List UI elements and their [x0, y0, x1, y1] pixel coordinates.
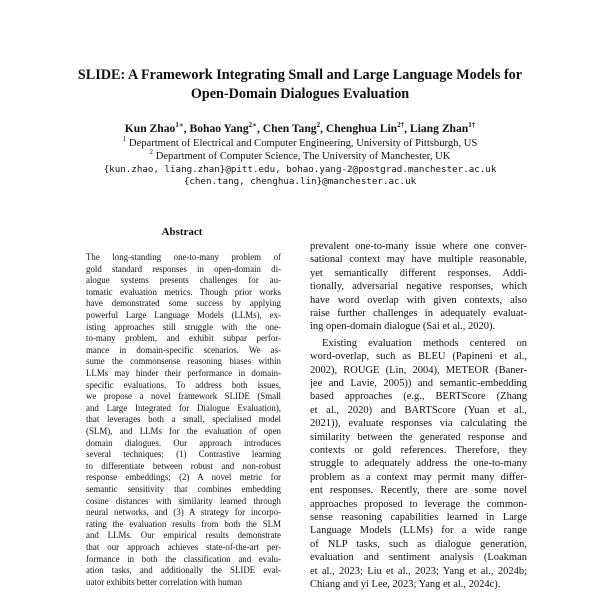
author-2-marker: 2∗	[248, 121, 257, 129]
body-text-line: prevalent one-to-many issue where one conver-	[310, 241, 527, 252]
body-text-line: sense reasoning capabilities learned in Large	[310, 512, 527, 523]
abstract-line: response embeddings; (2) A novel metric for	[86, 472, 281, 483]
author-5: Liang Zhan	[409, 122, 469, 135]
body-text-line: ing open-domain dialogue (Sai et al., 2020).	[310, 321, 496, 333]
email-line-1: {kun.zhao, liang.zhan}@pitt.edu, bohao.yang-2@postgrad.manchester.ac.uk	[103, 164, 497, 175]
paper-title-line-1: SLIDE: A Framework Integrating Small and Large Language Models for	[77, 67, 523, 83]
abstract-line: rating the evaluation results from both the SLM	[86, 518, 281, 529]
author-5-marker: 1†	[468, 121, 476, 129]
body-text-line: et al., 2023; Liu et al., 2023; Yang et al., 2024b;	[310, 565, 527, 577]
abstract-line: to differentiate between robust and non-robust	[86, 460, 281, 471]
abstract-line: formance in both the classification and evalu-	[86, 553, 281, 564]
email-line-2: {chen.tang, chenghua.lin}@manchester.ac.uk	[183, 176, 417, 187]
body-text-line: problem as a context may permit many differ-	[310, 471, 527, 483]
author-3-marker: 2	[316, 121, 321, 129]
body-text-line: yet semantically different responses. Addi-	[310, 267, 527, 279]
abstract-line: neural networks, and (3) A strategy for incorpo-	[86, 507, 281, 518]
affiliation-2-text: Department of Computer Science, The University of Manchester, UK	[155, 151, 451, 162]
body-text-line: word-overlap, such as BLEU (Papineni et al.,	[310, 351, 527, 363]
abstract-line: to-many problem, and exhibit subpar perfor-	[86, 333, 281, 344]
abstract-line: gold standard responses in open-domain di-	[86, 263, 281, 274]
abstract-line: and Large Integrated for Dialogue Evaluation),	[86, 402, 281, 413]
abstract-line: The long-standing one-to-many problem of	[86, 252, 281, 262]
affiliation-2	[20, 150, 580, 163]
author-1: Kun Zhao	[124, 122, 176, 135]
abstract-line: tomatic evaluation metrics. Though prior works	[86, 286, 281, 297]
affiliation-1-text: Department of Electrical and Computer Engineering, University of Pittsburgh, US	[128, 138, 478, 149]
abstract-line: have demonstrated some success by applying	[86, 298, 281, 309]
abstract-line: and LLMs. Our empirical results demonstrate	[86, 530, 281, 541]
paper-title	[40, 66, 560, 104]
abstract-line: isting approaches still struggle with the one-	[86, 321, 281, 332]
affiliation-2-marker: 2	[149, 148, 154, 156]
author-2: Bohao Yang	[189, 122, 249, 135]
body-text-line: 2021)), evaluate responses via calculating the	[310, 418, 527, 430]
body-text-line: ent responses. Recently, there are some novel	[310, 485, 527, 497]
abstract-line: alogue systems presents challenges for au-	[86, 275, 281, 286]
abstract-line: semantic sensitivity that combines embedding	[86, 484, 281, 494]
abstract-line: mance in domain-specific scenarios. We as-	[86, 344, 281, 355]
body-text-line: contexts or gold references. Therefore, they	[310, 445, 527, 456]
body-text-line: sational context may have multiple reasonable,	[310, 254, 527, 266]
body-text-line: 2002), ROUGE (Lin, 2004), METEOR (Baner-	[310, 364, 527, 376]
abstract-line: (SLM), and LLMs for the evaluation of open	[86, 426, 281, 436]
author-list: Kun Zhao$^{1∗}$, Bohao Yang$^{2∗}$, Chen Tang$^2$, Chenghua Lin$^{2\dagger}$, Liang Zhan$^{1\dagger}$	[124, 121, 476, 135]
abstract-line: several techniques: (1) Contrastive learning	[86, 449, 281, 460]
body-text-line: have word overlap with given contexts, also	[310, 294, 527, 306]
body-text-line: jee and Lavie, 2005)) and semantic-embedding	[310, 378, 527, 389]
author-4: Chenghua Lin	[325, 122, 398, 135]
body-text-line: of NLP tasks, such as dialogue generation,	[310, 538, 527, 550]
abstract-line: that our approach achieves state-of-the-art per-	[86, 542, 281, 552]
abstract-line: sume the commonsense reasoning biases within	[86, 356, 281, 367]
abstract-line: ation tasks, and additionally the SLIDE eval-	[86, 565, 281, 576]
body-text-line: evaluation and sentiment analysis (Loakman	[310, 552, 527, 564]
abstract-line: domain dialogues. Our approach introduces	[86, 437, 281, 448]
paper-title-line-2: Open-Domain Dialogues Evaluation	[190, 86, 410, 102]
abstract-heading: Abstract	[161, 226, 203, 238]
affiliation-1-marker: 1	[122, 135, 127, 143]
body-text-line: approaches proposed to leverage the common-	[310, 498, 527, 510]
abstract-line: we propose a novel framework SLIDE (Small	[86, 391, 281, 402]
body-text-line: raise further challenges in adequately evaluat-	[310, 308, 527, 319]
abstract-line: that leverages both a small, specialised model	[86, 414, 281, 425]
author-1-marker: 1∗	[175, 121, 184, 129]
abstract-line: cosine distances with similarity learned through	[86, 495, 281, 506]
body-text-line: Chiang and yi Lee, 2023; Yang et al., 2024c).	[310, 579, 501, 590]
abstract-line: uator exhibits better correlation with human	[86, 576, 243, 587]
body-text-line: similarity between the generated response and	[310, 431, 527, 443]
abstract-line: specific evaluations. To address both issues,	[86, 379, 281, 390]
body-text-line: struggle to adequately address the one-to-many	[310, 458, 527, 470]
body-text-line: et al., 2020) and BARTScore (Yuan et al.,	[310, 404, 527, 416]
body-text-line: Language Models (LLMs) for a wide range	[310, 525, 527, 537]
affiliation-1	[20, 137, 580, 150]
body-text-line: tionally, adversarial negative responses, which	[310, 281, 527, 293]
body-text-line: based approaches (e.g., BERTScore (Zhang	[310, 391, 527, 403]
author-3: Chen Tang	[262, 122, 317, 135]
author-4-marker: 2†	[397, 121, 405, 129]
abstract-line: LLMs may hinder their performance in domain-	[86, 368, 281, 378]
abstract-line: powerful Large Language Models (LLMs), ex-	[86, 310, 281, 320]
body-text-line: Existing evaluation methods centered on	[322, 337, 527, 349]
